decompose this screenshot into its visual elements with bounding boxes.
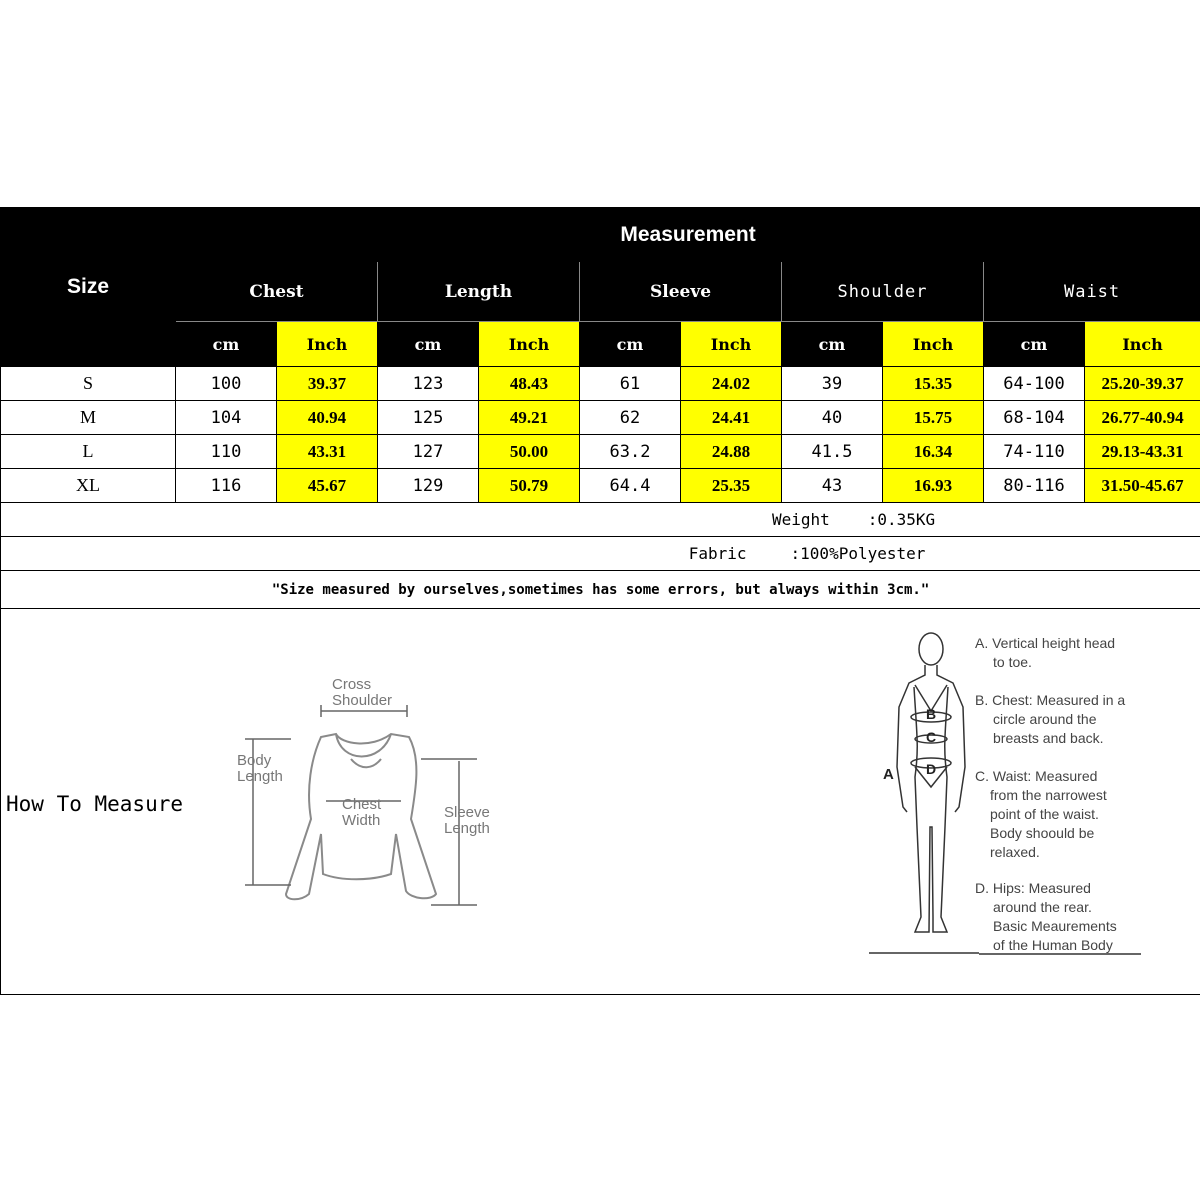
body-letter-c: C: [926, 729, 937, 745]
group-header-chest: Chest: [176, 262, 378, 322]
body-right-outline: [937, 665, 965, 812]
chest-cm-cell: 110: [176, 435, 277, 469]
waist-cm-cell: 74-110: [984, 435, 1085, 469]
table-row: [1, 435, 1200, 469]
sleeve-cm-cell: 64.4: [580, 469, 681, 503]
unit-cm: cm: [782, 322, 883, 367]
waist-inch-cell: 31.50-45.67: [1085, 469, 1200, 503]
fabric-row: [1, 537, 1200, 571]
body-note-c: C. Waist: Measured from the narrowest point of the waist. Body shoould be relaxed.: [975, 768, 1107, 860]
unit-inch: Inch: [681, 322, 782, 367]
unit-inch: Inch: [277, 322, 378, 367]
sleeve-length-label: Sleeve Length: [444, 804, 490, 837]
weight-cell: [1, 503, 1200, 537]
size-table: [0, 207, 1200, 995]
sleeve-inch-cell: 25.35: [681, 469, 782, 503]
shoulder-cm-cell: 39: [782, 367, 883, 401]
shoulder-inch-cell: 16.93: [883, 469, 984, 503]
chest-inch-cell: 40.94: [277, 401, 378, 435]
chest-width-label: Chest Width: [342, 796, 382, 829]
body-letter-b: B: [926, 706, 937, 722]
head-outline: [919, 633, 943, 665]
length-inch-cell: 48.43: [479, 367, 580, 401]
chest-cm-cell: 104: [176, 401, 277, 435]
size-cell: S: [1, 367, 176, 401]
shoulder-cm-cell: 43: [782, 469, 883, 503]
waist-inch-cell: 26.77-40.94: [1085, 401, 1200, 435]
table-row: [1, 367, 1200, 401]
size-cell: L: [1, 435, 176, 469]
size-cell: M: [1, 401, 176, 435]
waist-cm-cell: 64-100: [984, 367, 1085, 401]
sleeve-cm-cell: 61: [580, 367, 681, 401]
group-header-length: Length: [378, 262, 580, 322]
unit-inch: Inch: [479, 322, 580, 367]
unit-cm: cm: [378, 322, 479, 367]
size-chart: [0, 207, 1200, 993]
body-letter-a: A: [883, 766, 894, 783]
sleeve-inch-cell: 24.41: [681, 401, 782, 435]
length-cm-cell: 125: [378, 401, 479, 435]
sleeve-cm-cell: 62: [580, 401, 681, 435]
fabric-label: Fabric: [688, 544, 747, 563]
how-to-measure-row: [1, 609, 1200, 995]
cross-shoulder-label: Cross Shoulder: [332, 676, 393, 709]
weight-label: Weight: [771, 510, 830, 529]
body-note-d: D. Hips: Measured around the rear. Basic Meaurements of the Human Body: [975, 880, 1117, 953]
table-row: [1, 401, 1200, 435]
group-header-waist: Waist: [984, 262, 1200, 322]
length-inch-cell: 50.00: [479, 435, 580, 469]
unit-cm: cm: [176, 322, 277, 367]
waist-cm-cell: 68-104: [984, 401, 1085, 435]
note-row: [1, 571, 1200, 609]
size-header: Size: [1, 208, 176, 367]
shoulder-inch-cell: 16.34: [883, 435, 984, 469]
length-cm-cell: 123: [378, 367, 479, 401]
length-cm-cell: 129: [378, 469, 479, 503]
length-inch-cell: 50.79: [479, 469, 580, 503]
measurement-header: Measurement: [176, 208, 1200, 262]
fabric-value: :100%Polyester: [790, 544, 926, 563]
how-to-measure-area: [1, 609, 1200, 993]
unit-cm: cm: [580, 322, 681, 367]
note-text: "Size measured by ourselves,sometimes has some errors, but always within 3cm.": [1, 571, 1200, 609]
shoulder-inch-cell: 15.75: [883, 401, 984, 435]
chest-cm-cell: 116: [176, 469, 277, 503]
table-row: [1, 469, 1200, 503]
unit-inch: Inch: [1085, 322, 1200, 367]
fabric-cell: [1, 537, 1200, 571]
chest-cm-cell: 100: [176, 367, 277, 401]
waist-inch-cell: 29.13-43.31: [1085, 435, 1200, 469]
sleeve-cm-cell: 63.2: [580, 435, 681, 469]
group-header-sleeve: Sleeve: [580, 262, 782, 322]
chest-inch-cell: 45.67: [277, 469, 378, 503]
waist-inch-cell: 25.20-39.37: [1085, 367, 1200, 401]
group-header-shoulder: Shoulder: [782, 262, 984, 322]
chest-inch-cell: 43.31: [277, 435, 378, 469]
body-note-a: A. Vertical height head to toe.: [975, 635, 1116, 670]
weight-row: [1, 503, 1200, 537]
size-cell: XL: [1, 469, 176, 503]
length-cm-cell: 127: [378, 435, 479, 469]
waist-cm-cell: 80-116: [984, 469, 1085, 503]
unit-cm: cm: [984, 322, 1085, 367]
shoulder-inch-cell: 15.35: [883, 367, 984, 401]
how-to-measure-label: How To Measure: [6, 792, 184, 816]
weight-value: :0.35KG: [867, 510, 936, 529]
body-length-label: Body Length: [237, 752, 283, 785]
sweater-neckline: [336, 734, 391, 757]
sleeve-inch-cell: 24.02: [681, 367, 782, 401]
body-letter-d: D: [926, 761, 937, 777]
length-inch-cell: 49.21: [479, 401, 580, 435]
chest-inch-cell: 39.37: [277, 367, 378, 401]
shoulder-cm-cell: 40: [782, 401, 883, 435]
shoulder-cm-cell: 41.5: [782, 435, 883, 469]
sleeve-inch-cell: 24.88: [681, 435, 782, 469]
body-note-b: B. Chest: Measured in a circle around the breasts and back.: [975, 692, 1126, 746]
unit-inch: Inch: [883, 322, 984, 367]
body-diagram: [869, 627, 979, 962]
body-left-outline: [897, 665, 925, 812]
